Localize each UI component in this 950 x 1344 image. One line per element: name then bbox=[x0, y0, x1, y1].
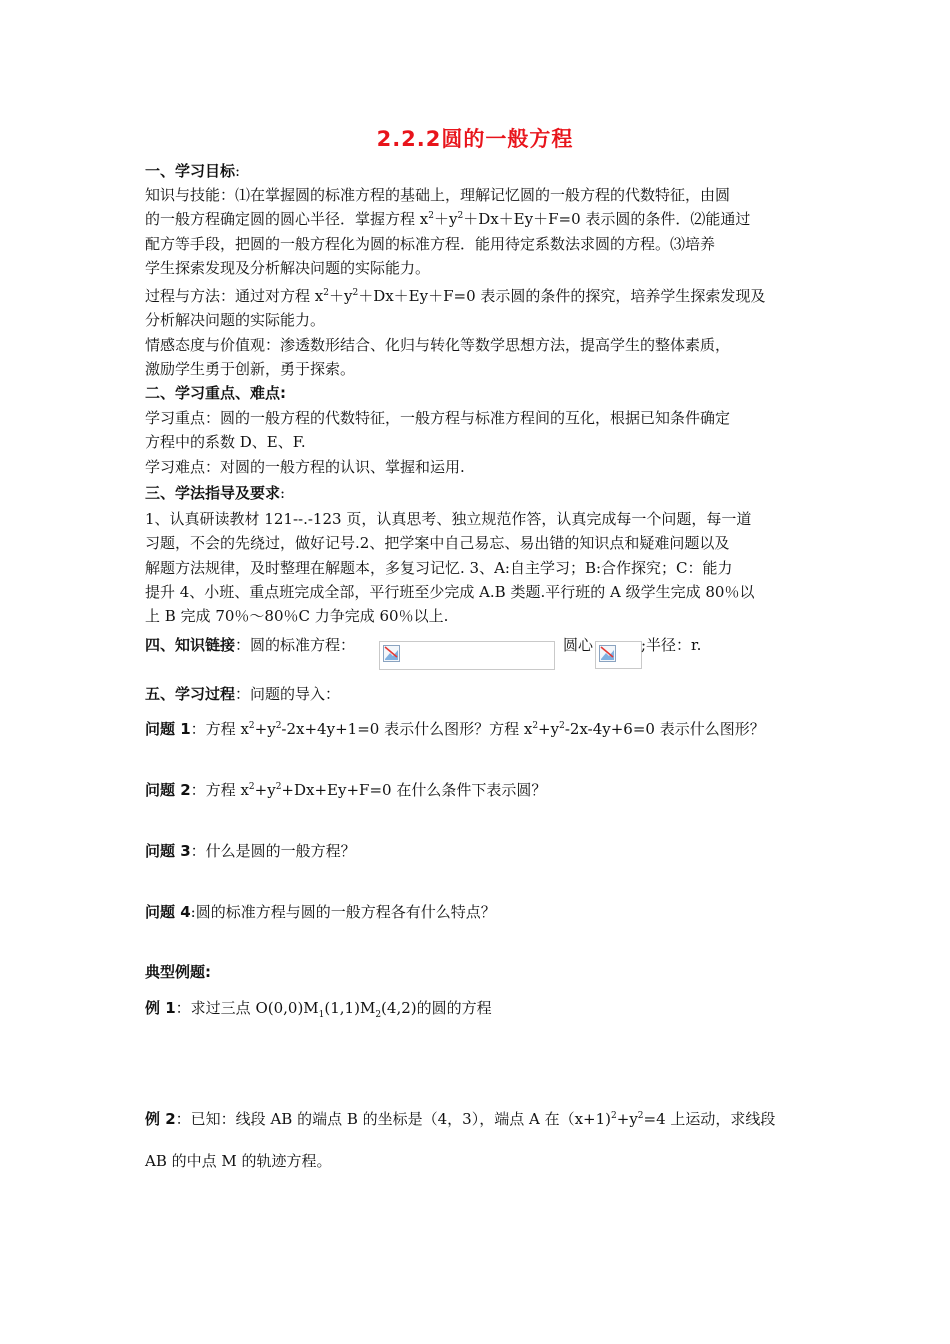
paragraph-line: 习题，不会的先绕过，做好记号.2、把学案中自己易忘、易出错的知识点和疑难问题以及 bbox=[145, 534, 730, 552]
center-label: 圆心 bbox=[563, 636, 594, 654]
paragraph-line: 学生探索发现及分析解决问题的实际能力。 bbox=[145, 259, 431, 277]
paragraph-line: 1、认真研读教材 121--.-123 页，认真思考、独立规范作答，认真完成每一个问题，每一道 bbox=[145, 510, 752, 528]
center-image-placeholder bbox=[595, 641, 642, 669]
example-2-line-2: AB 的中点 M 的轨迹方程。 bbox=[145, 1152, 332, 1170]
paragraph-line: 解题方法规律，及时整理在解题本，多复习记忆. 3、A:自主学习；B:合作探究；C：能力 bbox=[145, 559, 733, 577]
paragraph-line: 激励学生勇于创新，勇于探索。 bbox=[145, 360, 356, 378]
section-3-heading: 三、学法指导及要求 bbox=[145, 484, 281, 502]
question-1: 问题 1：方程 $x^2+y^2-2x+4y+1=0$ 表示什么图形？方程 $x^2+y^2-2x-4y+6=0$ 表示什么图形？ bbox=[145, 720, 765, 738]
question-2: 问题 2：方程 $x^2+y^2+Dx+Ey+F=0$ 在什么条件下表示圆？ bbox=[145, 781, 547, 799]
paragraph-line: 配方等手段，把圆的一般方程化为圆的标准方程．能用待定系数法求圆的方程。⑶培养 bbox=[145, 235, 716, 253]
section-2-heading: 二、学习重点、难点: bbox=[145, 384, 286, 402]
broken-image-icon bbox=[599, 645, 616, 662]
equation-image-placeholder bbox=[379, 641, 555, 670]
section-5-heading: 五、学习过程 bbox=[145, 685, 236, 703]
paragraph-line: 分析解决问题的实际能力。 bbox=[145, 311, 326, 329]
paragraph-line: 的一般方程确定圆的圆心半径．掌握方程 $x^2+y^2+Dx+Ey+F=0$ 表示圆的条件．⑵能通过 bbox=[145, 210, 751, 228]
question-4: 问题 4:圆的标准方程与圆的一般方程各有什么特点？ bbox=[145, 903, 496, 921]
example-1: 例 1：求过三点 $O(0,0)M_1(1,1)M_2(4,2)$的圆的方程 bbox=[145, 999, 492, 1020]
paragraph-line: 提升 4、小班、重点班完成全部，平行班至少完成 A.B 类题.平行班的 A 级学生完成 80％以 bbox=[145, 583, 755, 601]
examples-heading: 典型例题: bbox=[145, 963, 211, 981]
section-4-heading: 四、知识链接 bbox=[145, 636, 236, 654]
paragraph-line: 方程中的系数 D、E、F. bbox=[145, 433, 306, 451]
section-5-line: 五、学习过程：问题的导入： bbox=[145, 685, 341, 703]
paragraph-line: 上 B 完成 70％～80％C 力争完成 60％以上. bbox=[145, 607, 449, 625]
page-title: 2.2.2圆的一般方程 bbox=[376, 127, 574, 151]
paragraph-line: 过程与方法：通过对方程 $x^2+y^2+Dx+Ey+F=0$ 表示圆的条件的探究，培养学生探索发现及 bbox=[145, 287, 766, 305]
section-1-heading-line: 一、学习目标: bbox=[145, 162, 241, 180]
section-1-heading: 一、学习目标 bbox=[145, 162, 236, 180]
paragraph-line: 学习难点：对圆的一般方程的认识、掌握和运用. bbox=[145, 458, 465, 476]
paragraph-line: 知识与技能：⑴在掌握圆的标准方程的基础上，理解记忆圆的一般方程的代数特征，由圆 bbox=[145, 186, 731, 204]
question-3: 问题 3：什么是圆的一般方程？ bbox=[145, 842, 356, 860]
radius-label: ;半径：r. bbox=[641, 636, 702, 654]
broken-image-icon bbox=[383, 645, 400, 662]
example-2: 例 2：已知：线段 AB 的端点 B 的坐标是（4，3），端点 A 在$(x+1)^2+y^2=4$ 上运动，求线段 bbox=[145, 1110, 776, 1128]
paragraph-line: 情感态度与价值观：渗透数形结合、化归与转化等数学思想方法，提高学生的整体素质， bbox=[145, 336, 731, 354]
paragraph-line: 学习重点：圆的一般方程的代数特征，一般方程与标准方程间的互化，根据已知条件确定 bbox=[145, 409, 731, 427]
section-3-heading-line: 三、学法指导及要求: bbox=[145, 484, 286, 502]
section-4-line: 四、知识链接：圆的标准方程： bbox=[145, 636, 356, 654]
